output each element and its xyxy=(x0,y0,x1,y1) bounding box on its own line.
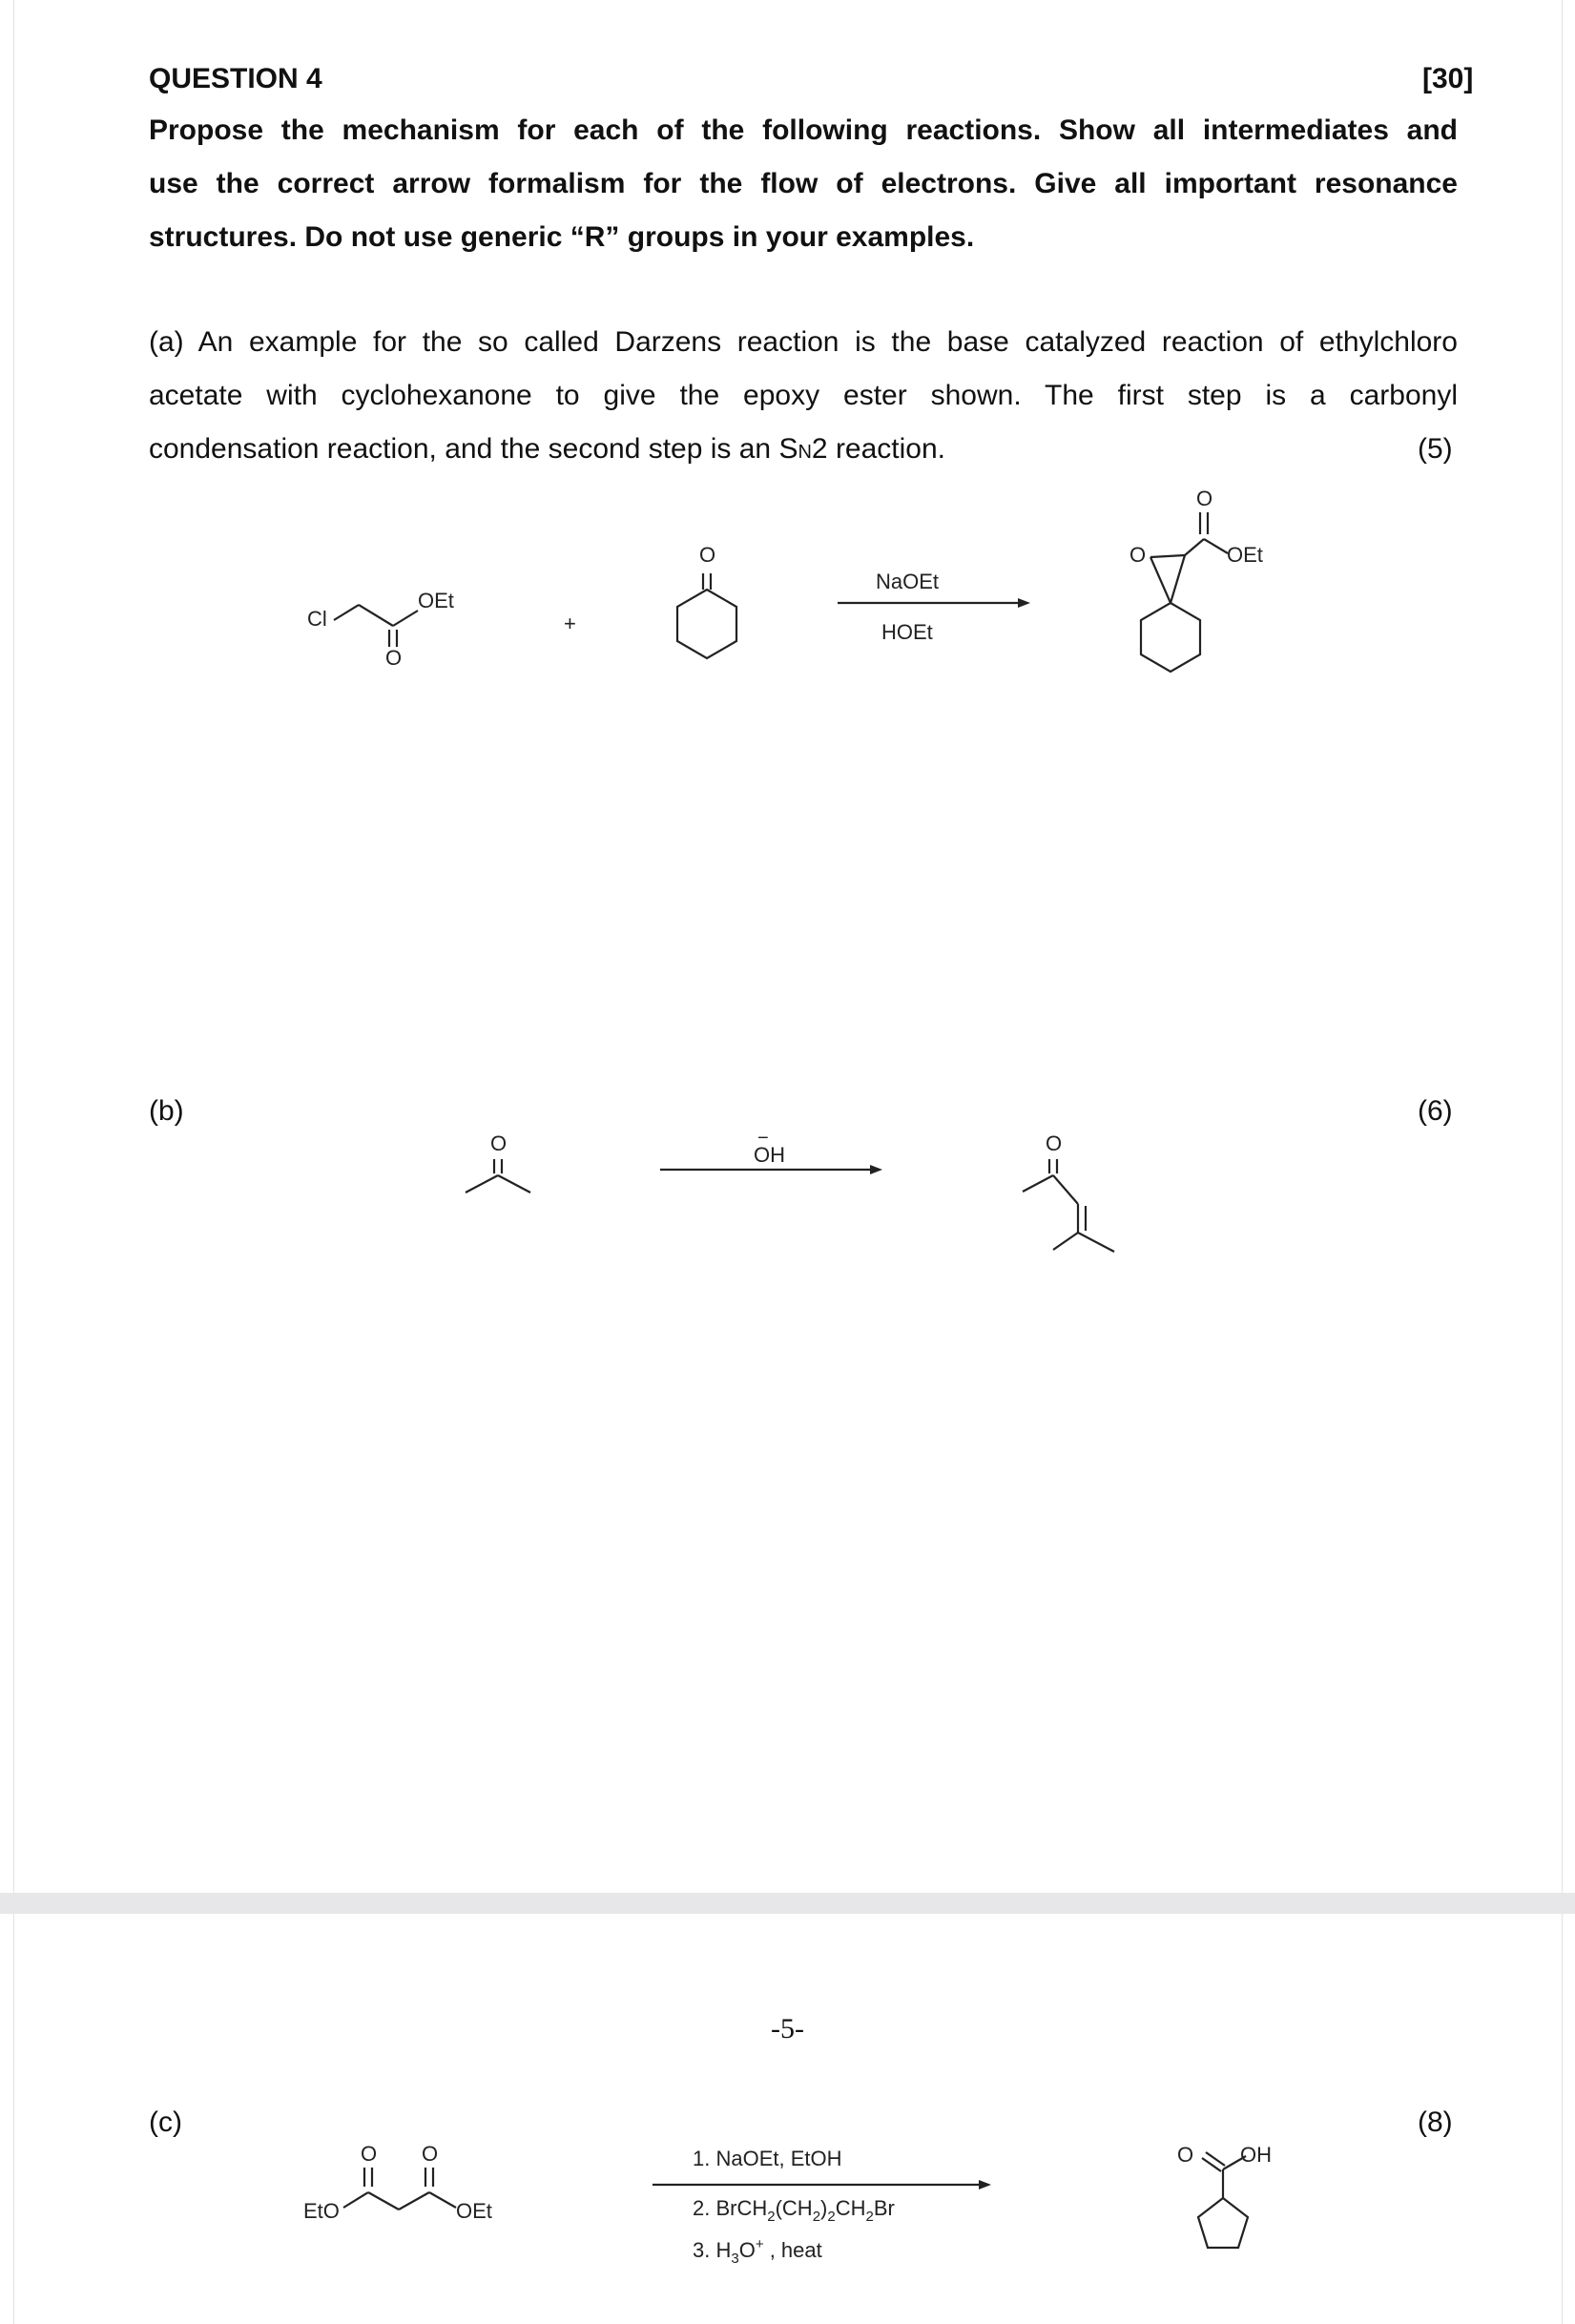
subscript: 3 xyxy=(731,2251,739,2267)
part-c-marks: (8) xyxy=(1418,2106,1453,2138)
part-a-marks: (5) xyxy=(1418,433,1453,465)
part-a-line: (a) An example for the so called Darzens reaction is the base catalyzed reaction of ethylchloro xyxy=(149,326,1458,358)
carbonyl-o-label: O xyxy=(385,646,403,670)
instruction-line: structures. Do not use generic “R” groups in your examples. xyxy=(149,221,975,253)
subscript: 2 xyxy=(812,2209,821,2225)
reagent-hydroxide: OH xyxy=(754,1143,785,1167)
part-b-marks: (6) xyxy=(1418,1095,1453,1127)
instruction-line: use the correct arrow formalism for the flow of electrons. Give all important resonance xyxy=(149,168,1458,199)
step-3-reagent xyxy=(693,2236,822,2267)
question-marks: [30] xyxy=(1422,63,1474,94)
oet-label: OEt xyxy=(456,2199,492,2223)
step-2-text: 2. BrCH xyxy=(693,2196,768,2220)
oet-atom-label: OEt xyxy=(418,589,454,612)
step-3-text: O xyxy=(738,2238,756,2262)
reagent-naoet: NaOEt xyxy=(876,570,940,593)
subscript: 2 xyxy=(827,2209,836,2225)
ester-carbonyl-o-label: O xyxy=(1196,487,1213,510)
ketone-o-label: O xyxy=(699,543,716,567)
subscript: 2 xyxy=(767,2209,776,2225)
part-a-line-text: condensation reaction, and the second step is an S xyxy=(149,433,798,465)
step-3-text: , heat xyxy=(763,2238,822,2262)
page-number: -5- xyxy=(771,2013,804,2044)
part-b-label: (b) xyxy=(149,1095,184,1127)
step-2-reagent xyxy=(693,2196,895,2225)
arrow-head xyxy=(979,2180,991,2189)
part-a-scheme xyxy=(0,0,1575,725)
acid-oh-label: OH xyxy=(1240,2143,1272,2167)
sn-subscript: N xyxy=(798,442,812,463)
instruction-line: Propose the mechanism for each of the following reactions. Show all intermediates and xyxy=(149,114,1458,146)
step-1-reagent: 1. NaOEt, EtOH xyxy=(693,2147,842,2170)
page-separator xyxy=(0,1893,1575,1914)
part-c-scheme xyxy=(0,2099,1575,2324)
step-2-text: CH xyxy=(835,2196,866,2220)
hydroxide-charge: − xyxy=(757,1128,769,1149)
part-c-label: (c) xyxy=(149,2106,182,2138)
part-a-line-text: 2 reaction. xyxy=(811,433,946,465)
part-a-line: acetate with cyclohexanone to give the epoxy ester shown. The first step is a carbonyl xyxy=(149,380,1458,411)
step-3-text: 3. H xyxy=(693,2238,732,2262)
product-o-label: O xyxy=(1046,1131,1063,1155)
product-oet-label: OEt xyxy=(1227,543,1263,567)
acid-carbonyl-o-label: O xyxy=(1177,2143,1194,2167)
reagent-hoet: HOEt xyxy=(881,620,933,644)
step-2-text: ) xyxy=(820,2196,828,2220)
arrow-head xyxy=(1018,598,1030,608)
cl-atom-label: Cl xyxy=(307,607,327,631)
part-b-scheme xyxy=(0,1097,1575,1288)
ester-o-label: O xyxy=(361,2142,378,2166)
plus-sign: + xyxy=(564,612,576,635)
epoxide-o-label: O xyxy=(1129,543,1147,567)
ester-o-label: O xyxy=(422,2142,439,2166)
subscript: 2 xyxy=(865,2209,874,2225)
acetone-o-label: O xyxy=(490,1131,508,1155)
eto-label: EtO xyxy=(303,2199,340,2223)
step-2-text: Br xyxy=(873,2196,895,2220)
question-title: QUESTION 4 xyxy=(149,63,322,94)
arrow-head xyxy=(870,1165,882,1174)
superscript: + xyxy=(755,2236,764,2252)
step-2-text: (CH xyxy=(775,2196,813,2220)
